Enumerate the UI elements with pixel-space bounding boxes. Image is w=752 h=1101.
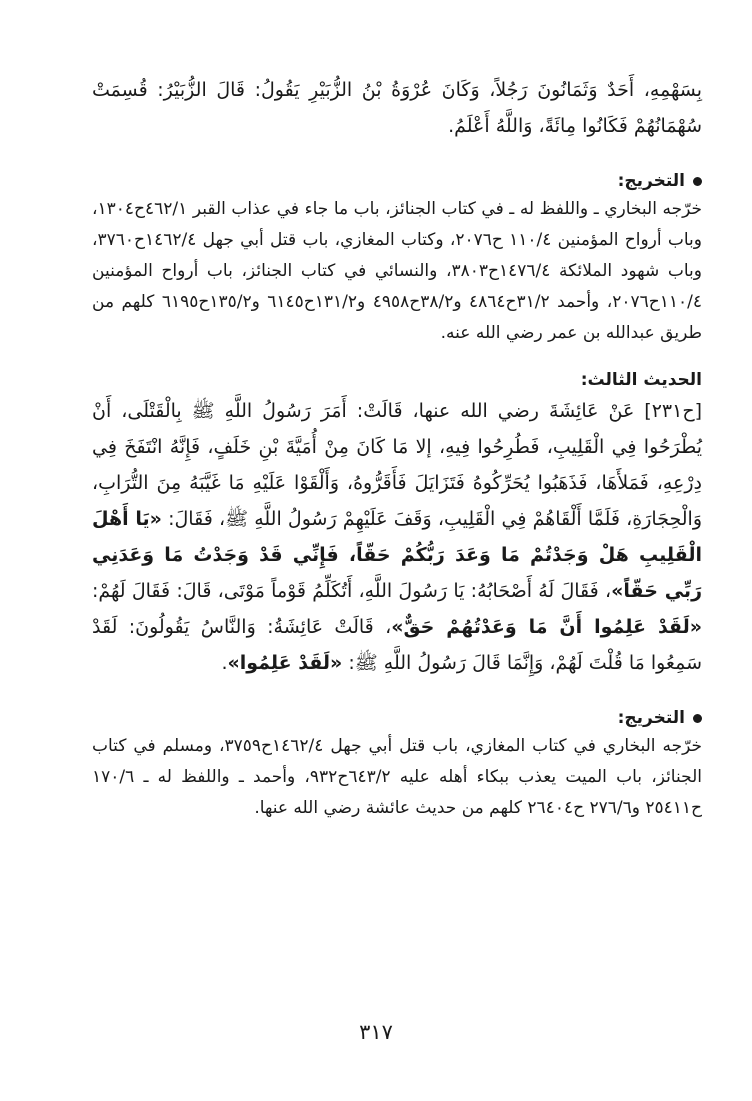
hadith-quote-3: «لَقَدْ عَلِمُوا» (227, 652, 343, 674)
takhrij-paragraph-2: خرّجه البخاري في كتاب المغازي، باب قتل أبي جهل ١٤٦٢/٤ح٣٧٥٩، ومسلم في كتاب الجنائز، باب الميت يعذب ببكاء أهله عليه ٦٤٣/٢ح٩٣٢، وأحمد ـ واللفظ له ـ ١٧٠/٦ ح٢٥٤١١ و٢٧٦/٦ ح٢٦٤٠٤ كلهم من حديث عائشة رضي الله عنها. (92, 736, 702, 818)
hadith-quote-1: «يَا أَهْلَ الْقَلِيبِ هَلْ وَجَدْتُمْ مَا وَعَدَ رَبُّكُمْ حَقّاً، فَإِنِّي قَدْ وَجَدْتُ مَا وَعَدَنِي رَبِّي حَقّاً» (92, 508, 703, 602)
hadith-quote-2: «لَقَدْ عَلِمُوا أَنَّ مَا وَعَدْتُهُمْ حَقٌّ» (391, 616, 703, 638)
hadith-text-part2: ، فَقَالَ لَهُ أَصْحَابُهُ: يَا رَسُولَ اللَّهِ، أَتُكَلِّمُ قَوْماً مَوْتَى، قَالَ: فَقَالَ لَهُمْ: (92, 580, 612, 602)
takhrij-heading-2-label: التخريج: (617, 708, 685, 728)
hadith-text-end: . (221, 652, 228, 674)
takhrij-paragraph-1: خرّجه البخاري ـ واللفظ له ـ في كتاب الجنائز، باب ما جاء في عذاب القبر ٤٦٢/١ح١٣٠٤، وباب أرواح المؤمنين ١١٠/٤ ح٢٠٧٦، وكتاب المغازي، باب قتل أبي جهل ١٤٦٢/٤ح٣٧٦٠، وباب شهود الملائكة ١٤٧٦/٤ح٣٨٠٣، والنسائي في كتاب الجنائز، باب أرواح المؤمنين ١١٠/٤ح٢٠٧٦، وأحمد ٣١/٢ح٤٨٦٤ و٣٨/٢ح٤٩٥٨ و١٣١/٢ح٦١٤٥ و١٣٥/٢ح٦١٩٥ كلهم من طريق عبدالله بن عمر رضي الله عنه. (92, 199, 702, 343)
hadith-heading (92, 367, 702, 393)
page-content (92, 72, 702, 824)
takhrij-heading-1-label: التخريج: (617, 171, 685, 191)
takhrij-heading-2 (92, 705, 702, 731)
continuation-paragraph: بِسَهْمِهِ، أَحَدٌ وَثَمَانُونَ رَجُلاً، وَكَانَ عُرْوَةُ بْنُ الزُّبَيْرِ يَقُولُ: قَالَ الزُّبَيْرُ: قُسِمَتْ سُهْمَانُهُمْ فَكَانُوا مِائَةً، وَاللَّهُ أَعْلَمُ. (92, 79, 702, 137)
takhrij-heading-1 (92, 168, 702, 194)
hadith-heading-label: الحديث الثالث: (580, 370, 702, 390)
bullet-icon (693, 177, 702, 186)
hadith-text-part3: ، قَالَتْ عَائِشَةُ: وَالنَّاسُ يَقُولُونَ: لَقَدْ سَمِعُوا مَا قُلْتَ لَهُمْ، وَإِنَّمَا قَالَ رَسُولُ اللَّهِ ﷺ: (92, 616, 702, 674)
hadith-paragraph (92, 393, 702, 681)
bullet-icon (693, 714, 702, 723)
page-number: ٣١٧ (359, 1020, 393, 1044)
hadith-text-part1: [ح٢٣١] عَنْ عَائِشَةَ رضي الله عنها، قَالَتْ: أَمَرَ رَسُولُ اللَّهِ ﷺ بِالْقَتْلَى، أَنْ يُطْرَحُوا فِي الْقَلِيبِ، فَطُرِحُوا فِيهِ، إلا مَا كَانَ مِنْ أُمَيَّةَ بْنِ خَلَفٍ، فَإِنَّهُ انْتَفَخَ فِي دِرْعِهِ، فَمَلأَهَا، فَذَهَبُوا يُحَرِّكُوهُ فَتَزَايَلَ فَأَقَرُّوهُ، وَأَلْقَوْا عَلَيْهِ مَا غَيَّبَهُ مِنَ التُّرَابِ، وَالْحِجَارَةِ، فَلَمَّا أَلْقَاهُمْ فِي الْقَلِيبِ، وَقَفَ عَلَيْهِمْ رَسُولُ اللَّهِ ﷺ، فَقَالَ: (92, 400, 702, 530)
